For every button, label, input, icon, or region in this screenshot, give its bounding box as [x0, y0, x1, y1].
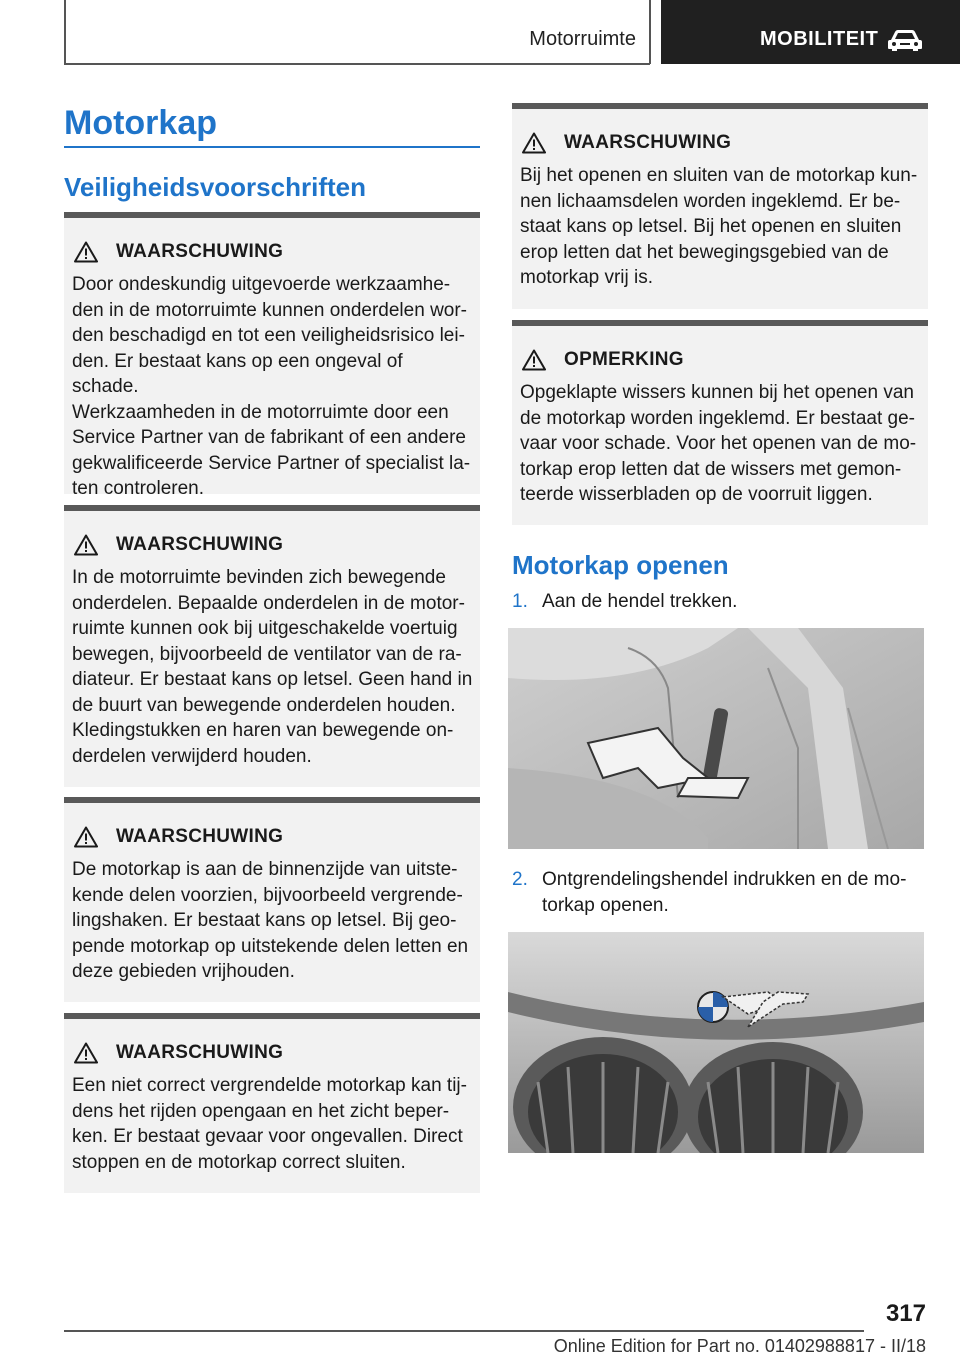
- step-text: Aan de hendel trekken.: [542, 591, 738, 612]
- footer-edition-text: Online Edition for Part no. 01402988817 - II/18: [553, 1336, 926, 1356]
- section-heading-safety: Veiligheidsvoorschriften: [64, 172, 366, 202]
- step-number: 2.: [512, 869, 528, 890]
- warning-heading: WAARSCHUWING: [116, 241, 284, 262]
- warning-box-5: [512, 103, 928, 309]
- note-text: Opgeklapte wissers kunnen bij het openen van de motorkap worden ingeklemd. Er bestaat ge‐ vaar voor schade. Voor het openen van de mo‐ torkap erop letten dat de wissers met gemon‐ teerde wisserbladen op de voorruit liggen.: [520, 382, 917, 505]
- page-title: Motorkap: [64, 104, 217, 142]
- warning-triangle-icon: [74, 1042, 98, 1064]
- illustration-hood-release-lever: [508, 628, 924, 849]
- header-section-label: Motorruimte: [529, 28, 636, 50]
- chapter-tab: [661, 0, 960, 64]
- warning-heading: WAARSCHUWING: [116, 826, 284, 847]
- warning-triangle-icon: [522, 349, 546, 371]
- warning-box-2: [64, 505, 480, 787]
- warning-box-1: [64, 212, 480, 499]
- warning-box-4: [64, 1013, 480, 1193]
- warning-text: Bij het openen en sluiten van de motorkap kun‐ nen lichaamsdelen worden ingeklemd. Er be‐ staat kans op letsel. Bij het openen en sluiten erop letten dat het bewegingsgebied van de motorkap vrij is.: [520, 165, 918, 288]
- footer-rule: [64, 1330, 864, 1332]
- step-text: Ontgrendelingshendel indrukken en de mo‐ torkap openen.: [542, 869, 907, 916]
- illustration-hood-release-handle: [508, 932, 924, 1153]
- header-left-divider: [64, 0, 66, 64]
- warning-text: In de motorruimte bevinden zich bewegende onderdelen. Bepaalde onderdelen in de motor‐ ruimte kunnen ook bij uitgeschakelde voertuig bewegen, bijvoorbeeld de ventilator van de ra‐ diateur. Er bestaat kans op letsel. Geen hand in de buurt van bewegende onderdelen houden. Kledingstukken en haren van bewegende on‐ derdelen verwijderd houden.: [72, 567, 473, 767]
- warning-heading: WAARSCHUWING: [116, 534, 284, 555]
- title-underline: [64, 146, 480, 148]
- warning-box-3: [64, 797, 480, 1002]
- step-number: 1.: [512, 591, 528, 612]
- warning-triangle-icon: [74, 241, 98, 263]
- warning-text: Door ondeskundig uitgevoerde werkzaamhe‐ den in de motorruimte kunnen onderdelen wor‐ den beschadigd en tot een veiligheidsrisico lei‐ den. Er bestaat kans op een ongeval of schade. Werkzaamheden in de motorruimte door een Service Partner van de fabrikant of een andere gekwalificeerde Service Partner of specialist la‐ ten controleren.: [72, 274, 471, 499]
- car-icon: [887, 28, 923, 52]
- section-heading-open-hood: Motorkap openen: [512, 550, 729, 580]
- page-number: 317: [885, 1300, 926, 1327]
- warning-heading: WAARSCHUWING: [116, 1042, 284, 1063]
- step-2: [512, 867, 928, 919]
- warning-triangle-icon: [74, 534, 98, 556]
- chapter-tab-label: MOBILITEIT: [760, 28, 879, 50]
- warning-text: De motorkap is aan de binnenzijde van uitste‐ kende delen voorzien, bijvoorbeeld vergrende‐ lingshaken. Er bestaat kans op letsel. Bij geo‐ pende motorkap op uitstekende delen letten en deze gebieden vrijhouden.: [72, 859, 469, 982]
- warning-text: Een niet correct vergrendelde motorkap kan tij‐ dens het rijden opengaan en het zicht beper‐ ken. Er bestaat gevaar voor ongevallen. Direct stoppen en de motorkap correct sluiten.: [72, 1075, 467, 1173]
- step-1: [512, 589, 928, 615]
- note-box: [512, 320, 928, 525]
- header-right-divider: [649, 0, 651, 64]
- warning-heading: WAARSCHUWING: [564, 132, 732, 153]
- header-bottom-rule: [64, 63, 650, 65]
- note-heading: OPMERKING: [564, 349, 684, 370]
- warning-triangle-icon: [522, 132, 546, 154]
- warning-triangle-icon: [74, 826, 98, 848]
